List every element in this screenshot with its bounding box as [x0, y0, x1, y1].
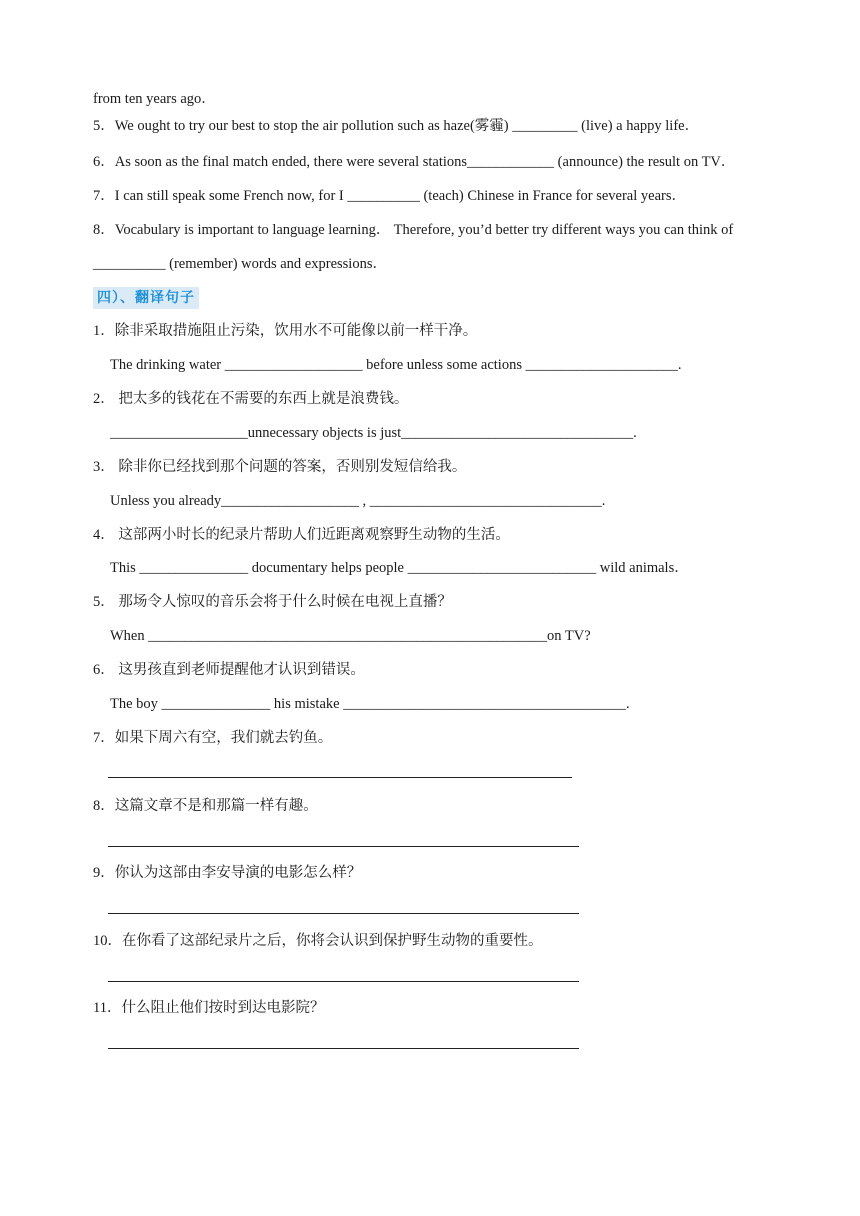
- translation-11-chinese: 11．什么阻止他们按时到达电影院？: [93, 1000, 325, 1016]
- exercise-item-8-continued: __________ (remember) words and expressions．: [93, 256, 387, 272]
- translation-8-answer-line: [108, 846, 579, 847]
- translation-1-chinese: 1．除非采取措施阻止污染，饮用水不可能像以前一样干净。: [93, 323, 478, 339]
- translation-3-english: Unless you already___________________ , ________________________________.: [110, 493, 606, 509]
- translation-10-chinese: 10．在你看了这部纪录片之后，你将会认识到保护野生动物的重要性。: [93, 933, 543, 949]
- exercise-item-8: 8．Vocabulary is important to language learning． Therefore, you’d better try different ways you can think of: [93, 222, 734, 238]
- translation-8-chinese: 8．这篇文章不是和那篇一样有趣。: [93, 798, 318, 814]
- section-heading-translate: 四）、翻译句子: [93, 287, 199, 309]
- translation-5-chinese: 5． 那场令人惊叹的音乐会将于什么时候在电视上直播？: [93, 594, 452, 610]
- translation-5-english: When _______________________________________________________on TV?: [110, 628, 591, 644]
- translation-6-chinese: 6． 这男孩直到老师提醒他才认识到错误。: [93, 662, 365, 678]
- continued-sentence: from ten years ago．: [93, 91, 216, 107]
- translation-11-answer-line: [108, 1048, 579, 1049]
- exercise-item-5: 5．We ought to try our best to stop the air pollution such as haze(雾霾) _________ (live) a happy life．: [93, 118, 700, 134]
- exercise-item-6: 6．As soon as the final match ended, there were several stations____________ (announce) the result on TV．: [93, 154, 736, 170]
- translation-2-english: ___________________unnecessary objects is just________________________________.: [110, 425, 637, 441]
- translation-4-chinese: 4． 这部两小时长的纪录片帮助人们近距离观察野生动物的生活。: [93, 527, 510, 543]
- translation-9-chinese: 9．你认为这部由李安导演的电影怎么样？: [93, 865, 362, 881]
- exercise-item-7: 7．I can still speak some French now, for I __________ (teach) Chinese in France for several years．: [93, 188, 686, 204]
- translation-9-answer-line: [108, 913, 579, 914]
- translation-10-answer-line: [108, 981, 579, 982]
- translation-4-english: This _______________ documentary helps people __________________________ wild animals．: [110, 560, 689, 576]
- translation-3-chinese: 3． 除非你已经找到那个问题的答案，否则别发短信给我。: [93, 459, 467, 475]
- translation-2-chinese: 2． 把太多的钱花在不需要的东西上就是浪费钱。: [93, 391, 409, 407]
- translation-7-chinese: 7．如果下周六有空，我们就去钓鱼。: [93, 730, 333, 746]
- translation-1-english: The drinking water ___________________ before unless some actions _____________________.: [110, 357, 682, 373]
- translation-7-answer-line: [108, 777, 572, 778]
- translation-6-english: The boy _______________ his mistake _______________________________________.: [110, 696, 630, 712]
